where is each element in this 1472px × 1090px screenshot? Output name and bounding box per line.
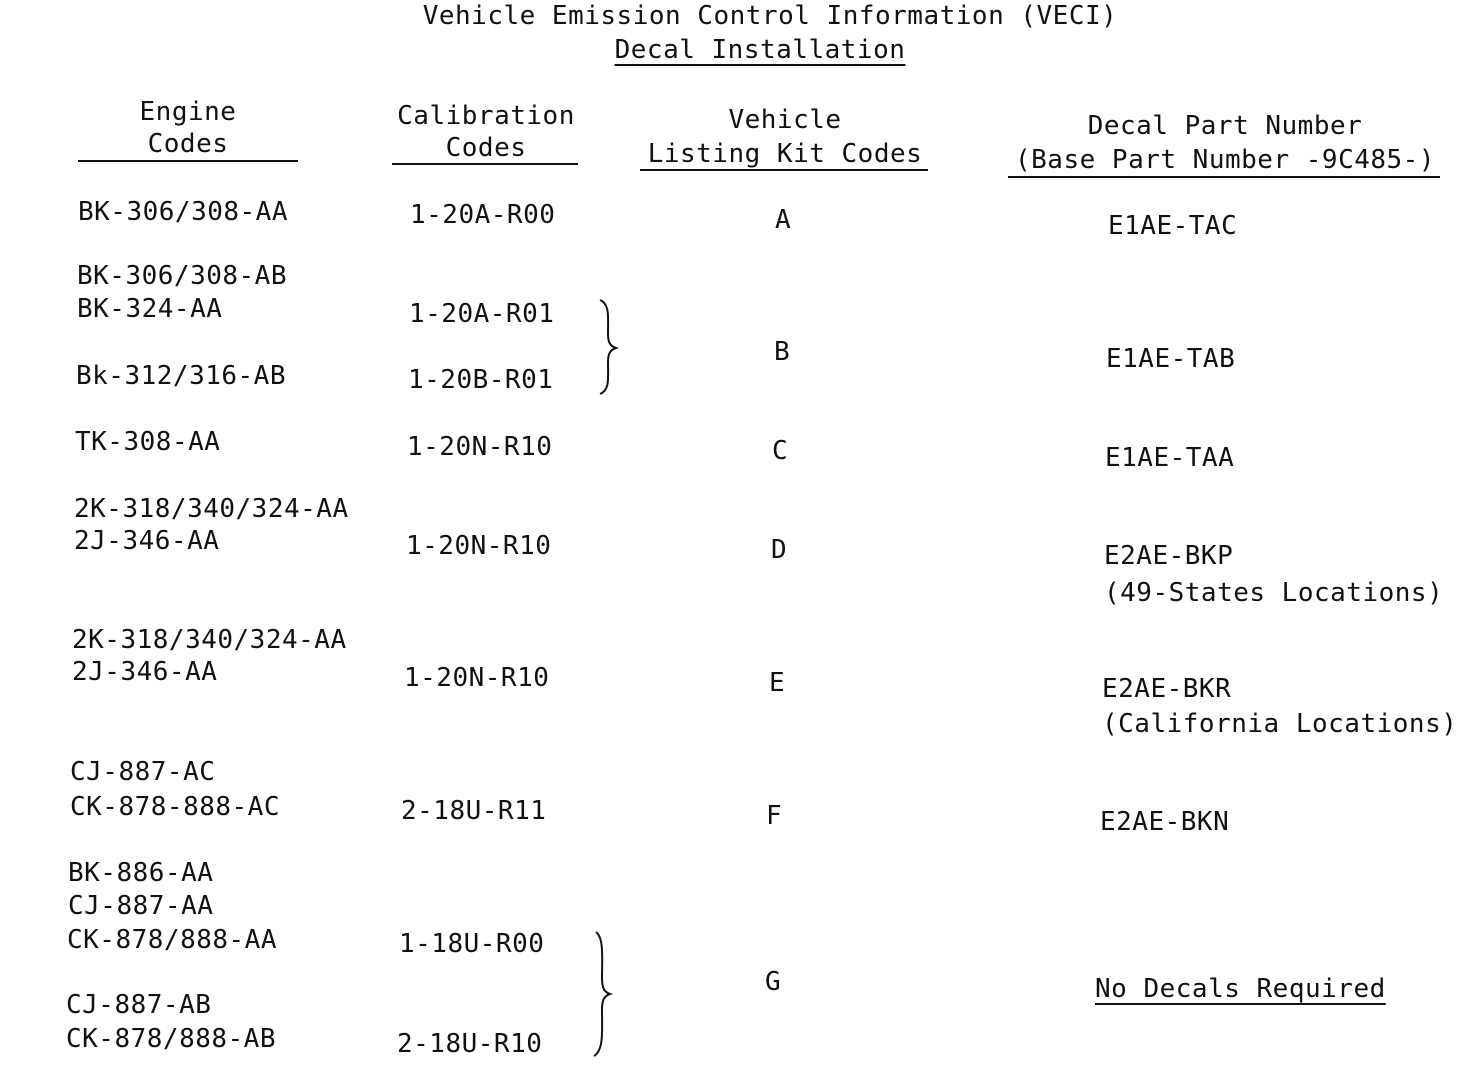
engine-code: CK-878/888-AB (66, 1024, 276, 1054)
decal-part-number: E2AE-BKP (1104, 541, 1234, 571)
engine-code: 2J-346-AA (74, 526, 220, 556)
engine-code: BK-886-AA (68, 858, 214, 888)
decal-part-header-line1: Decal Part Number (1087, 111, 1363, 141)
kit-code: C (772, 436, 789, 466)
decal-part-header-line2: (Base Part Number -9C485-) (1015, 145, 1435, 175)
engine-code: 2K-318/340/324-AA (74, 494, 349, 524)
calibration-code: 1-20N-R10 (404, 663, 550, 693)
calibration-code: 2-18U-R10 (397, 1029, 543, 1059)
decal-location-note: (California Locations) (1102, 709, 1458, 739)
vehicle-kit-header-rule (640, 169, 928, 171)
engine-code: CK-878-888-AC (70, 792, 280, 822)
engine-code: CJ-887-AC (70, 757, 216, 787)
engine-code: TK-308-AA (75, 427, 221, 457)
calibration-codes-header-line1: Calibration (397, 101, 575, 131)
calibration-codes-header-rule (392, 163, 578, 165)
kit-code: B (774, 337, 791, 367)
engine-code: CJ-887-AA (68, 891, 214, 921)
decal-location-note: (49-States Locations) (1104, 578, 1444, 608)
decal-part-number: No Decals Required (1095, 974, 1386, 1004)
vehicle-kit-header-line2: Listing Kit Codes (647, 139, 923, 169)
engine-codes-header-line2: Codes (147, 129, 229, 159)
decal-part-number: E1AE-TAA (1105, 443, 1235, 473)
page-subtitle: Decal Installation (614, 35, 906, 65)
calibration-code: 1-20N-R10 (407, 432, 553, 462)
engine-codes-header-line1: Engine (139, 97, 237, 127)
decal-part-number: E1AE-TAC (1108, 211, 1238, 241)
calibration-code: 1-20N-R10 (406, 531, 552, 561)
decal-part-number: E1AE-TAB (1106, 344, 1236, 374)
engine-code: 2J-346-AA (72, 657, 218, 687)
decal-part-number: E2AE-BKR (1102, 674, 1232, 704)
engine-code: 2K-318/340/324-AA (72, 625, 347, 655)
calibration-code: 1-20A-R00 (410, 200, 556, 230)
kit-code: G (765, 967, 782, 997)
engine-code: BK-324-AA (77, 294, 223, 324)
calibration-code: 1-20B-R01 (408, 365, 554, 395)
calibration-code: 1-20A-R01 (409, 299, 555, 329)
kit-code: F (766, 801, 783, 831)
engine-code: CJ-887-AB (66, 990, 212, 1020)
kit-code: D (771, 535, 788, 565)
vehicle-kit-header-line1: Vehicle (728, 105, 842, 135)
calibration-codes-header-line2: Codes (445, 133, 527, 163)
kit-code: E (769, 668, 786, 698)
right-brace-icon (588, 930, 614, 1058)
page-title: Vehicle Emission Control Information (VECI) (422, 1, 1118, 31)
engine-code: BK-306/308-AB (77, 261, 287, 291)
engine-code: BK-306/308-AA (78, 197, 288, 227)
decal-part-header-rule (1008, 176, 1440, 178)
engine-code: Bk-312/316-AB (76, 361, 286, 391)
calibration-code: 1-18U-R00 (399, 929, 545, 959)
engine-code: CK-878/888-AA (67, 925, 277, 955)
calibration-code: 2-18U-R11 (401, 796, 547, 826)
right-brace-icon (596, 298, 620, 396)
engine-codes-header-rule (78, 160, 298, 162)
kit-code: A (775, 205, 792, 235)
decal-part-number: E2AE-BKN (1100, 807, 1230, 837)
